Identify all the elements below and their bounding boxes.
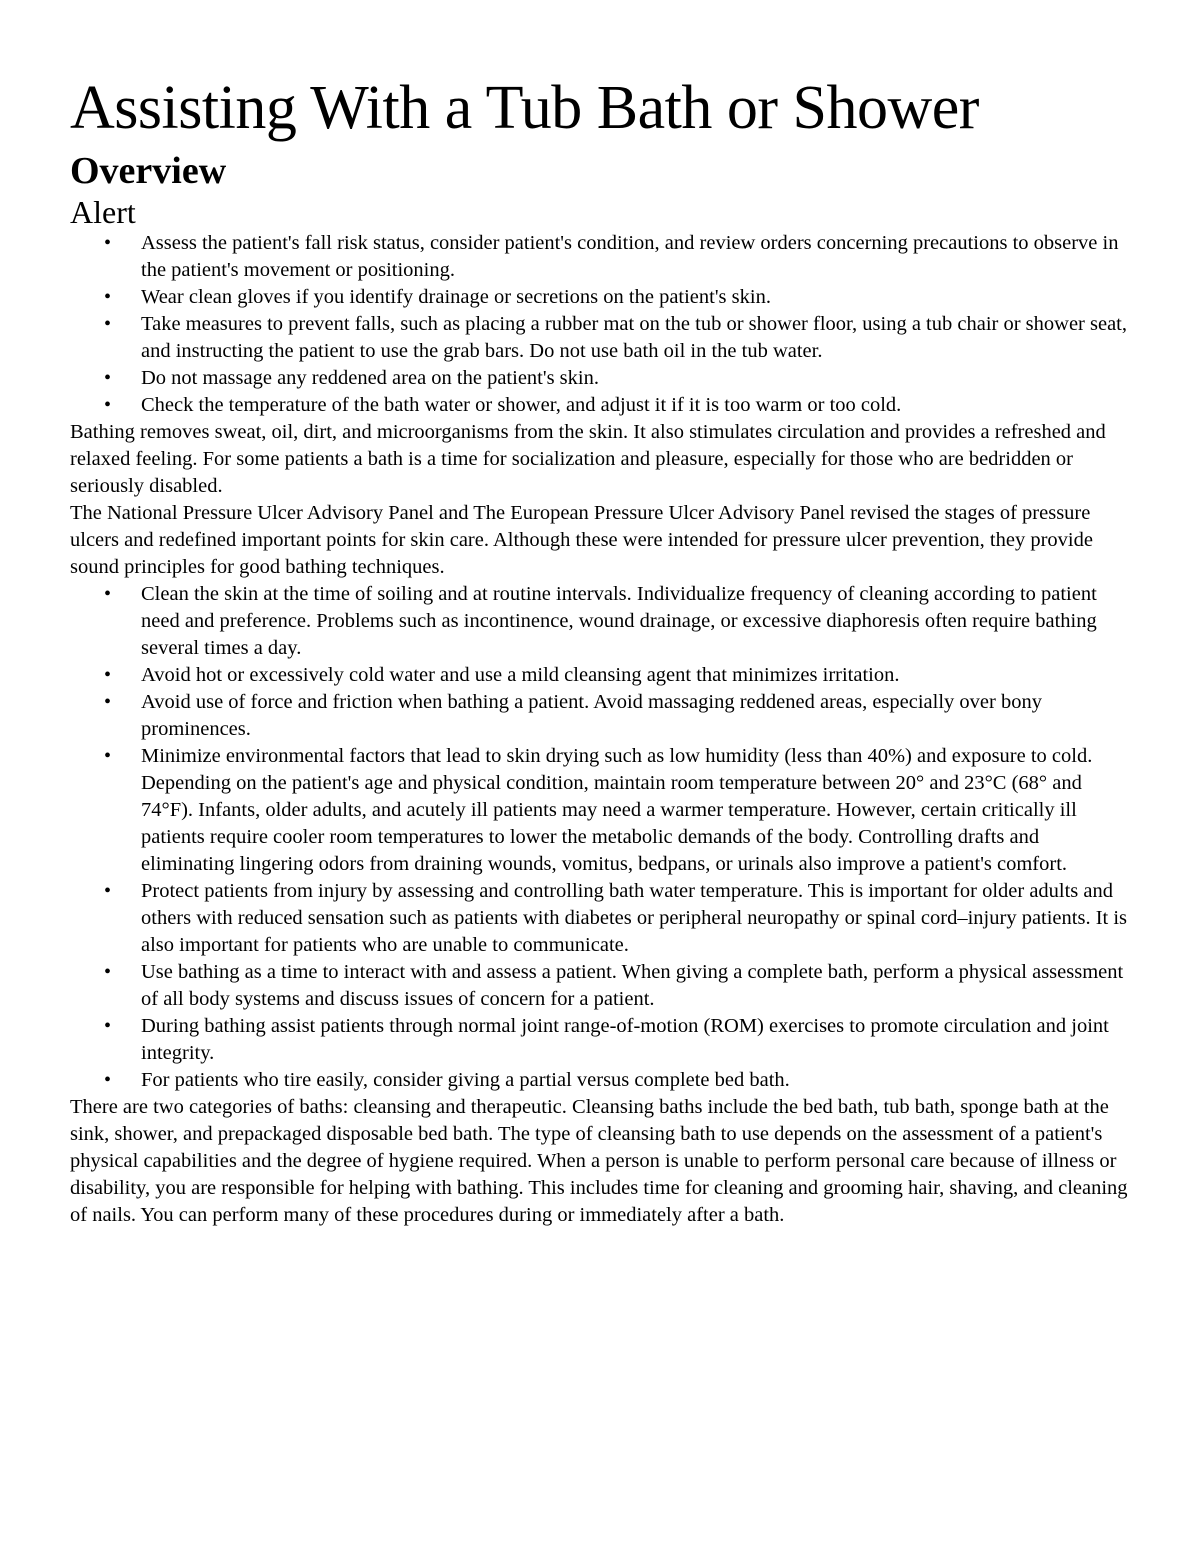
- bullet-icon: •: [104, 313, 112, 335]
- list-item: [70, 662, 1132, 689]
- list-item: [70, 284, 1132, 311]
- list-item: [70, 311, 1132, 365]
- bullet-icon: •: [104, 880, 112, 902]
- paragraph-bathing-intro: Bathing removes sweat, oil, dirt, and microorganisms from the skin. It also stimulates circulation and provides a refreshed and relaxed feeling. For some patients a bath is a time for socialization and pleasure, especially for those who are bedridden or seriously disabled.: [70, 421, 1106, 497]
- document-page: [70, 72, 1132, 1229]
- bullet-icon: •: [104, 1069, 112, 1091]
- section-heading-overview: Overview: [70, 150, 227, 192]
- bullet-icon: •: [104, 1015, 112, 1037]
- alert-list: [70, 230, 1132, 419]
- list-item: [70, 581, 1132, 662]
- bullet-icon: •: [104, 583, 112, 605]
- list-item: [70, 230, 1132, 284]
- list-item-text: Avoid hot or excessively cold water and use a mild cleansing agent that minimizes irritation.: [141, 664, 900, 686]
- list-item: [70, 365, 1132, 392]
- list-item-text: Minimize environmental factors that lead to skin drying such as low humidity (less than 40%) and exposure to cold. Depending on the patient's age and physical condition, maintain room temperature between 20° and 23°C (68° and 74°F). Infants, older adults, and acutely ill patients may need a warmer temperature. However, certain critically ill patients require cooler room temperatures to lower the metabolic demands of the body. Controlling drafts and eliminating lingering odors from draining wounds, vomitus, bedpans, or urinals also improve a patient's comfort.: [141, 745, 1093, 875]
- bullet-icon: •: [104, 394, 112, 416]
- alert-heading: Alert: [70, 194, 136, 230]
- list-item: [70, 959, 1132, 1013]
- list-item-text: During bathing assist patients through normal joint range-of-motion (ROM) exercises to promote circulation and joint integrity.: [141, 1015, 1109, 1064]
- list-item-text: Check the temperature of the bath water or shower, and adjust it if it is too warm or too cold.: [141, 394, 902, 416]
- list-item: [70, 1067, 1132, 1094]
- list-item-text: Assess the patient's fall risk status, consider patient's condition, and review orders concerning precautions to observe in the patient's movement or positioning.: [141, 232, 1119, 281]
- page-title: Assisting With a Tub Bath or Shower: [70, 74, 979, 142]
- list-item-text: Protect patients from injury by assessing and controlling bath water temperature. This is important for older adults and others with reduced sensation such as patients with diabetes or peripheral neuropathy or spinal cord–injury patients. It is also important for patients who are unable to communicate.: [141, 880, 1128, 956]
- bullet-icon: •: [104, 232, 112, 254]
- bullet-icon: •: [104, 961, 112, 983]
- list-item: [70, 743, 1132, 878]
- list-item-text: Take measures to prevent falls, such as placing a rubber mat on the tub or shower floor, using a tub chair or shower seat, and instructing the patient to use the grab bars. Do not use bath oil in the tub water.: [141, 313, 1128, 362]
- bullet-icon: •: [104, 745, 112, 767]
- list-item: [70, 1013, 1132, 1067]
- bullet-icon: •: [104, 664, 112, 686]
- paragraph-pressure-ulcer-panel: The National Pressure Ulcer Advisory Panel and The European Pressure Ulcer Advisory Panel revised the stages of pressure ulcers and redefined important points for skin care. Although these were intended for pressure ulcer prevention, they provide sound principles for good bathing techniques.: [70, 502, 1093, 578]
- list-item: [70, 392, 1132, 419]
- bullet-icon: •: [104, 691, 112, 713]
- list-item-text: Avoid use of force and friction when bathing a patient. Avoid massaging reddened areas, especially over bony prominences.: [141, 691, 1042, 740]
- list-item-text: Use bathing as a time to interact with and assess a patient. When giving a complete bath, perform a physical assessment of all body systems and discuss issues of concern for a patient.: [141, 961, 1124, 1010]
- skin-care-list: [70, 581, 1132, 1094]
- paragraph-bath-categories: There are two categories of baths: cleansing and therapeutic. Cleansing baths include the bed bath, tub bath, sponge bath at the sink, shower, and prepackaged disposable bed bath. The type of cleansing bath to use depends on the assessment of a patient's physical capabilities and the degree of hygiene required. When a person is unable to perform personal care because of illness or disability, you are responsible for helping with bathing. This includes time for cleaning and grooming hair, shaving, and cleaning of nails. You can perform many of these procedures during or immediately after a bath.: [70, 1096, 1128, 1226]
- list-item-text: For patients who tire easily, consider giving a partial versus complete bed bath.: [141, 1069, 790, 1091]
- list-item-text: Wear clean gloves if you identify drainage or secretions on the patient's skin.: [141, 286, 771, 308]
- bullet-icon: •: [104, 286, 112, 308]
- list-item: [70, 689, 1132, 743]
- list-item-text: Do not massage any reddened area on the patient's skin.: [141, 367, 599, 389]
- bullet-icon: •: [104, 367, 112, 389]
- list-item-text: Clean the skin at the time of soiling and at routine intervals. Individualize frequency of cleaning according to patient need and preference. Problems such as incontinence, wound drainage, or excessive diaphoresis often require bathing several times a day.: [141, 583, 1097, 659]
- list-item: [70, 878, 1132, 959]
